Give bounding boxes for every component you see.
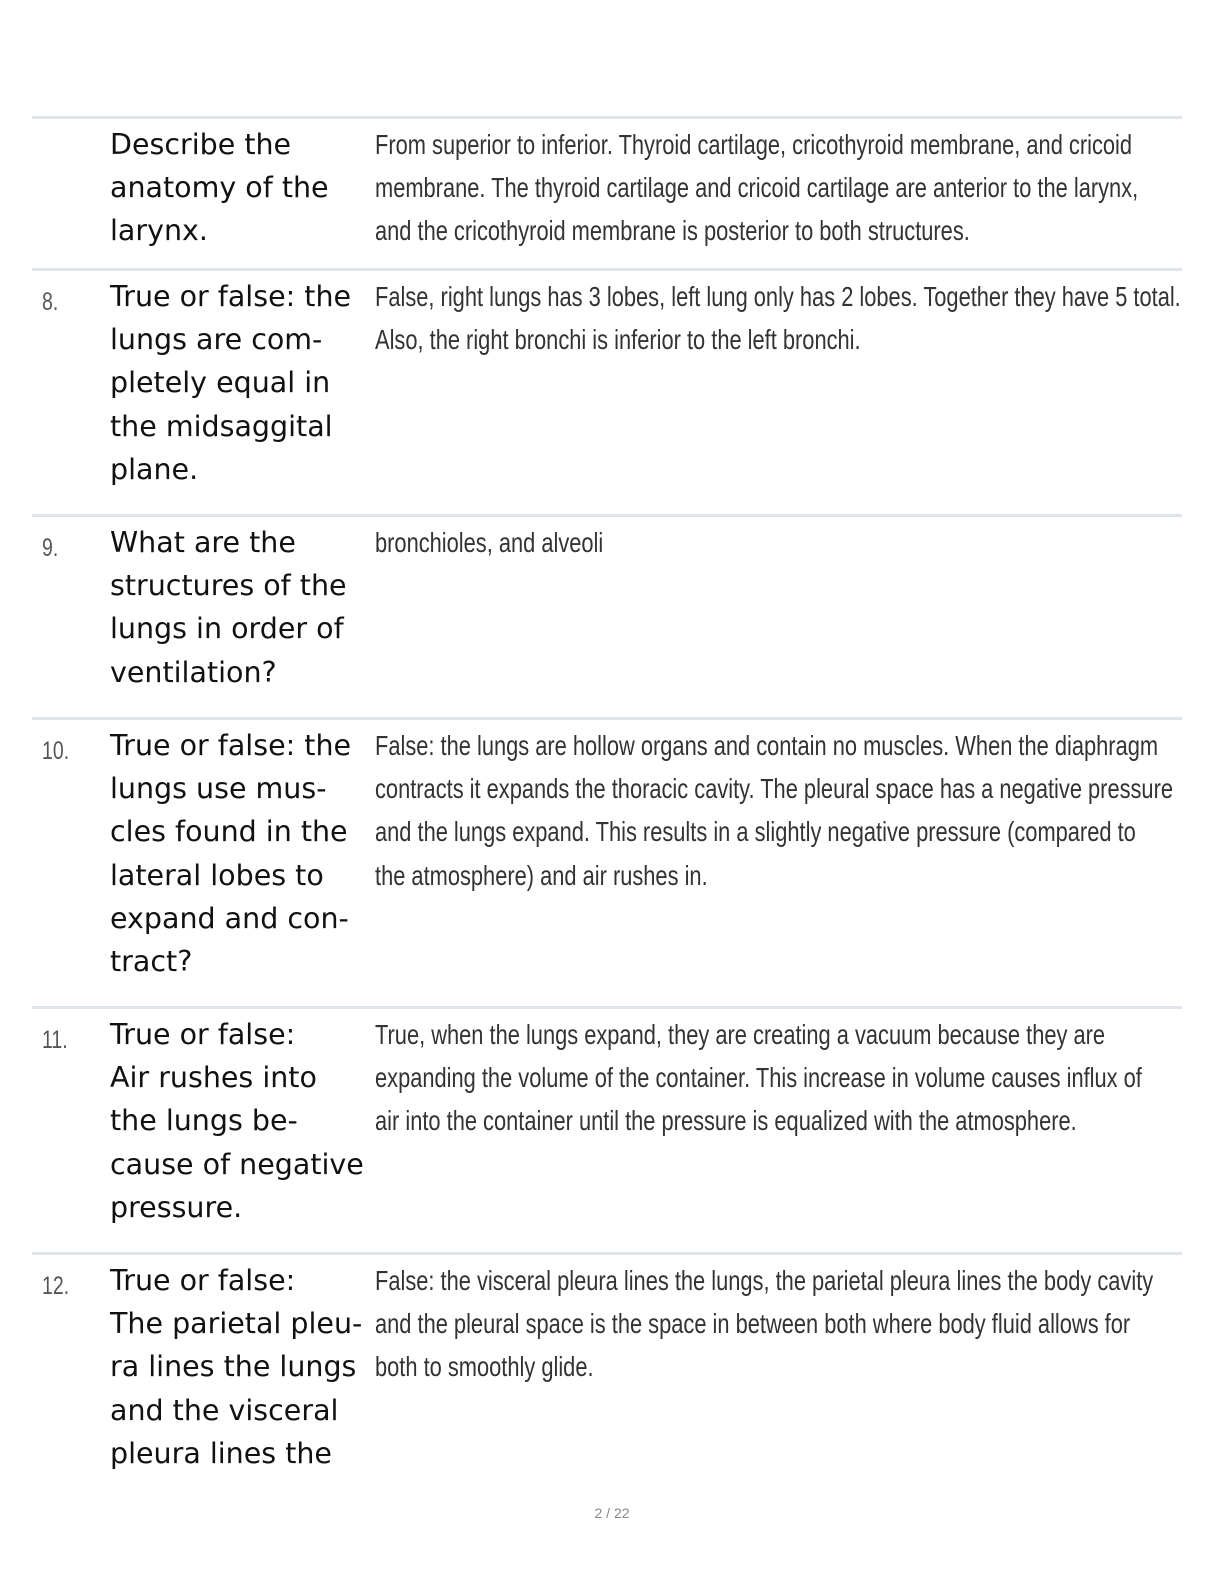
page-indicator: 2 / 22 — [594, 1505, 630, 1521]
table-row — [32, 514, 1182, 717]
question-line: ra lines the lungs — [110, 1350, 357, 1384]
table-row — [32, 1252, 1182, 1492]
question-line: larynx. — [110, 214, 208, 248]
answer-line: expanding the volume of the container. This increase in volume causes influx of — [375, 1062, 1142, 1094]
question-line: expand and con- — [110, 901, 349, 935]
question-cell — [110, 1013, 370, 1229]
row-number: 12. — [42, 1272, 70, 1300]
question-cell — [110, 123, 370, 253]
answer-line: From superior to inferior. Thyroid cartilage, cricothyroid membrane, and cricoid — [375, 129, 1133, 160]
question-line: plane. — [110, 452, 199, 486]
row-number: 11. — [42, 1026, 68, 1054]
question-cell — [110, 275, 370, 491]
table-row — [32, 717, 1182, 1006]
table-row — [32, 116, 1182, 268]
answer-cell — [375, 724, 1174, 897]
question-line: lungs use mus- — [110, 772, 327, 806]
question-line: cause of negative — [110, 1147, 364, 1181]
question-line: the lungs be- — [110, 1104, 298, 1138]
table-row — [32, 1006, 1182, 1252]
answer-line: Also, the right bronchi is inferior to the left bronchi. — [375, 324, 861, 356]
row-number: 10. — [42, 737, 70, 765]
answer-line: bronchioles, and alveoli — [375, 527, 604, 558]
question-line: lungs are com- — [110, 323, 323, 357]
question-line: and the visceral — [110, 1393, 339, 1427]
question-line: cles found in the — [110, 815, 348, 849]
question-line: lateral lobes to — [110, 858, 324, 892]
question-line: pressure. — [110, 1190, 243, 1224]
question-line: lungs in order of — [110, 612, 344, 646]
answer-line: the atmosphere) and air rushes in. — [375, 859, 708, 891]
question-line: Air rushes into — [110, 1061, 317, 1095]
answer-line: and the pleural space is the space in between both where body fluid allows for — [375, 1308, 1131, 1340]
question-line: the midsaggital — [110, 409, 333, 443]
question-line: True or false: — [110, 1018, 296, 1051]
answer-line: and the cricothyroid membrane is posterior to both structures. — [375, 215, 970, 247]
question-cell — [110, 521, 370, 694]
answer-cell — [375, 521, 1167, 564]
answer-line: and the lungs expand. This results in a slightly negative pressure (compared to — [375, 816, 1136, 848]
answer-cell — [375, 123, 1167, 253]
answer-cell — [375, 1259, 1167, 1389]
answer-cell — [375, 1013, 1167, 1143]
answer-line: air into the container until the pressure is equalized with the atmosphere. — [375, 1105, 1077, 1137]
question-line: pleura lines the — [110, 1436, 332, 1470]
question-line: anatomy of the — [110, 171, 329, 205]
answer-line: False, right lungs has 3 lobes, left lung only has 2 lobes. Together they have 5 total. — [375, 281, 1181, 312]
question-line: tract? — [110, 945, 193, 979]
table-row — [32, 268, 1182, 514]
answer-line: both to smoothly glide. — [375, 1351, 594, 1383]
question-line: structures of the — [110, 569, 347, 603]
row-number: 8. — [42, 288, 59, 316]
question-cell — [110, 724, 370, 983]
question-line: True or false: the — [110, 729, 352, 762]
answer-cell — [375, 275, 1181, 361]
question-line: True or false: the — [110, 280, 352, 313]
answer-line: True, when the lungs expand, they are creating a vacuum because they are — [375, 1019, 1106, 1050]
question-cell — [110, 1259, 370, 1475]
question-line: pletely equal in — [110, 366, 331, 400]
question-line: ventilation? — [110, 655, 277, 689]
answer-line: False: the lungs are hollow organs and contain no muscles. When the diaphragm — [375, 730, 1159, 761]
answer-line: membrane. The thyroid cartilage and cricoid cartilage are anterior to the larynx, — [375, 172, 1139, 204]
question-line: True or false: — [110, 1264, 296, 1297]
question-line: What are the — [110, 526, 296, 559]
answer-line: contracts it expands the thoracic cavity. The pleural space has a negative pressure — [375, 773, 1174, 805]
row-number: 9. — [42, 534, 59, 562]
answer-line: False: the visceral pleura lines the lungs, the parietal pleura lines the body cavity — [375, 1265, 1154, 1296]
qa-table — [32, 116, 1182, 1492]
question-line: Describe the — [110, 128, 292, 161]
question-line: The parietal pleu- — [110, 1307, 363, 1341]
